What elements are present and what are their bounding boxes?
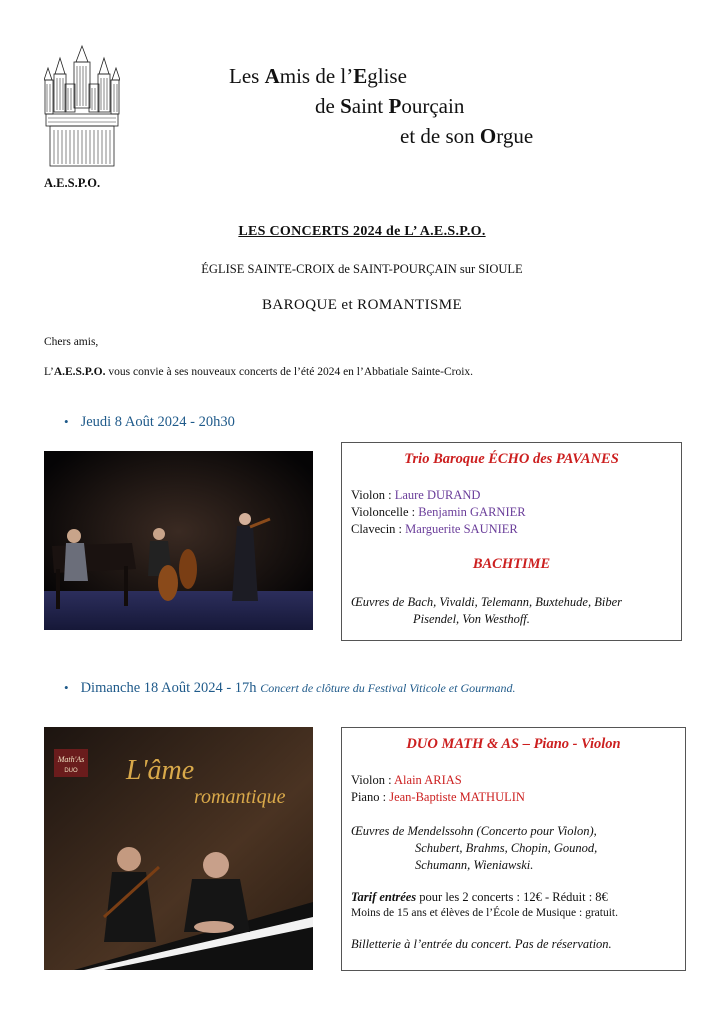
intro-paragraph: L’A.E.S.P.O. vous convie à ses nouveaux concerts de l’été 2024 en l’Abbatiale Sainte-Croix. <box>44 366 474 378</box>
concert1-musician: Violon : Laure DURAND <box>351 488 481 502</box>
concert2-date: • Dimanche 18 Août 2024 - 17h Concert de clôture du Festival Viticole et Gourmand. <box>64 680 516 696</box>
concert1-ensemble: Trio Baroque ÉCHO des PAVANES <box>404 451 619 467</box>
venue-line: ÉGLISE SAINTE-CROIX de SAINT-POURÇAIN sur SIOULE <box>201 262 523 276</box>
album-title-line1: L'âme <box>126 755 195 786</box>
concert1-photo <box>44 451 313 630</box>
bullet-icon: • <box>64 680 69 695</box>
logo-caption: A.E.S.P.O. <box>44 176 101 190</box>
concert1-program-title: BACHTIME <box>472 556 551 572</box>
org-name-line2: de Saint Pourçain <box>315 94 465 118</box>
organ-logo <box>44 44 120 168</box>
concert2-musician: Violon : Alain ARIAS <box>351 773 462 787</box>
album-title-line2: romantique <box>194 786 286 808</box>
concert1-works: Œuvres de Bach, Vivaldi, Telemann, Buxtehude, Biber <box>351 595 622 609</box>
concert2-works: Schumann, Wieniawski. <box>415 858 534 872</box>
concert2-ensemble: DUO MATH & AS – Piano - Violon <box>406 736 621 752</box>
concert1-musician: Clavecin : Marguerite SAUNIER <box>351 522 518 536</box>
concert2-album-cover <box>44 727 313 970</box>
greeting: Chers amis, <box>44 336 99 348</box>
concert1-info-box <box>341 442 682 641</box>
concert2-musician: Piano : Jean-Baptiste MATHULIN <box>351 790 525 804</box>
concert1-musician: Violoncelle : Benjamin GARNIER <box>351 505 526 519</box>
org-name-line1: Les Amis de l’Eglise <box>229 64 407 88</box>
bullet-icon: • <box>64 414 69 429</box>
album-logo-subtext: DUO <box>64 768 78 774</box>
album-logo-text: Math'As <box>57 755 85 764</box>
concert1-works: Pisendel, Von Westhoff. <box>413 612 530 626</box>
concert1-date: • Jeudi 8 Août 2024 - 20h30 <box>64 414 235 430</box>
concert2-works: Schubert, Brahms, Chopin, Gounod, <box>415 841 598 855</box>
free-entry-line: Moins de 15 ans et élèves de l’École de Musique : gratuit. <box>351 907 618 919</box>
org-name-line3: et de son Orgue <box>400 124 534 148</box>
theme-line: BAROQUE et ROMANTISME <box>261 297 463 313</box>
concert2-info-box <box>341 727 686 971</box>
tarif-line: Tarif entrées pour les 2 concerts : 12€ - Réduit : 8€ <box>351 890 608 904</box>
page-title: LES CONCERTS 2024 de L’ A.E.S.P.O. <box>238 224 486 239</box>
concert2-works: Œuvres de Mendelssohn (Concerto pour Violon), <box>351 824 597 838</box>
ticketing-line: Billetterie à l’entrée du concert. Pas de réservation. <box>351 937 612 951</box>
